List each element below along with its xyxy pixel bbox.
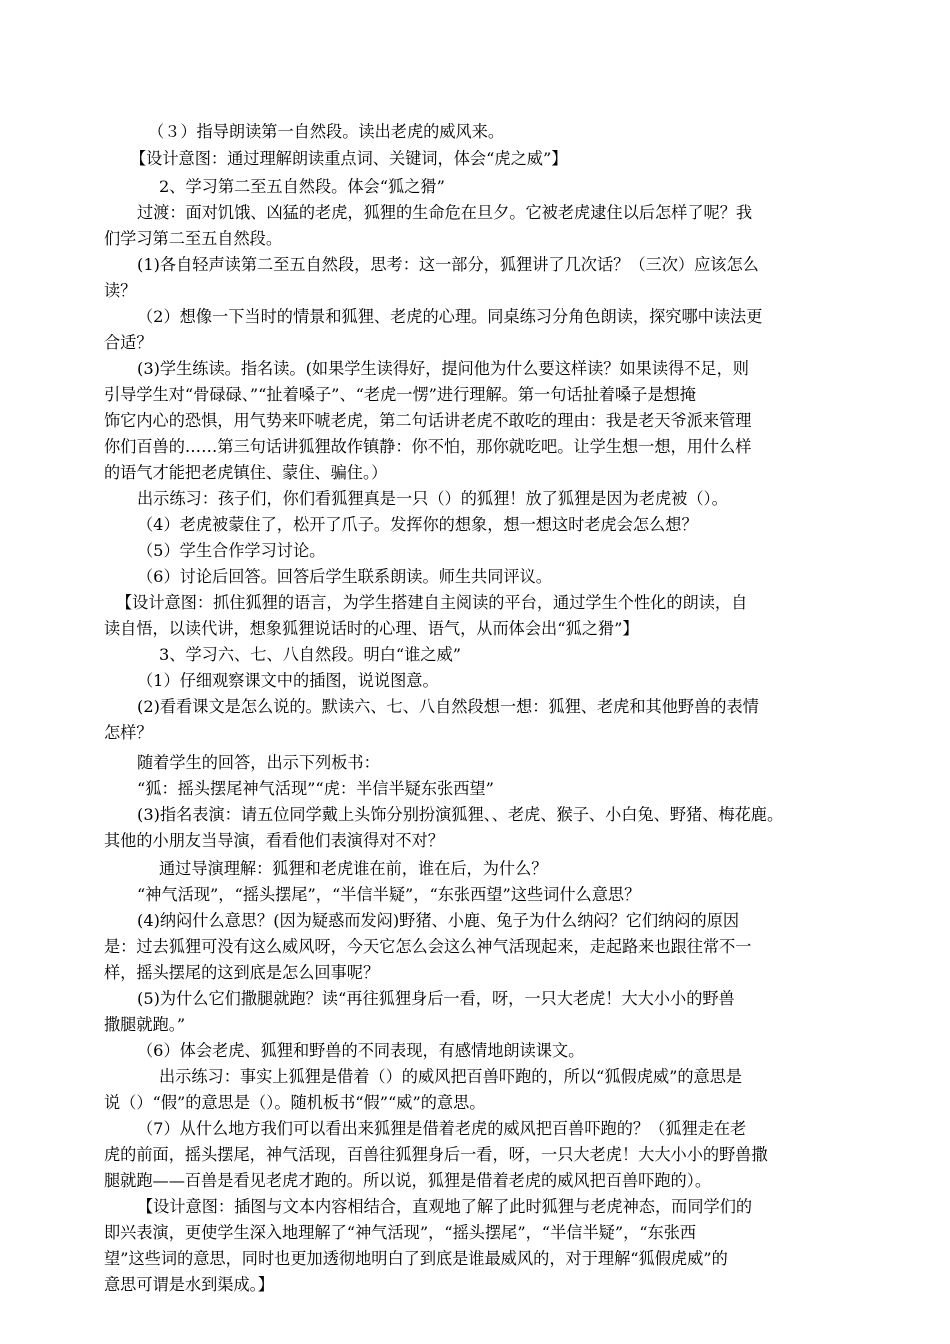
text-line: (5)为什么它们撒腿就跑？读“再往狐狸身后一看，呀，一只大老虎！大大小小的野兽	[137, 989, 735, 1008]
text-line: (2)看看课文是怎么说的。默读六、七、八自然段想一想：狐狸、老虎和其他野兽的表情	[137, 697, 759, 716]
text-line: 其他的小朋友当导演，看看他们表演得对不对？	[104, 831, 444, 850]
design-intent-line: 【设计意图：通过理解朗读重点词、关键词，体会“虎之威”】	[130, 149, 568, 168]
text-line: 撒腿就跑。”	[104, 1015, 186, 1034]
text-line: （6）讨论后回答。回答后学生联系朗读。师生共同评议。	[137, 567, 552, 586]
text-line: 合适？	[104, 333, 153, 352]
text-line: （1）仔细观察课文中的插图，说说图意。	[137, 671, 439, 690]
text-line: （6）体会老虎、狐狸和野兽的不同表现，有感情地朗读课文。	[137, 1041, 585, 1060]
text-line: 们学习第二至五自然段。	[104, 229, 283, 248]
design-intent-line: 望”这些词的意思，同时也更加透彻地明白了到底是谁最威风的，对于理解“狐假虎威”的	[104, 1249, 728, 1268]
exercise-line: 说（）“假”的意思是（）。随机板书“假”“威”的意思。	[104, 1093, 486, 1112]
text-line: 是：过去狐狸可没有这么威风呀，今天它怎么会这么神气活现起来，走起路来也跟往常不一	[104, 937, 752, 956]
text-line: 过渡：面对饥饿、凶猛的老虎，狐狸的生命危在旦夕。它被老虎逮住以后怎样了呢？我	[137, 203, 753, 222]
text-line: 怎样？	[104, 723, 153, 742]
text-line: 随着学生的回答，出示下列板书：	[137, 753, 380, 772]
text-line: 腿就跑——百兽是看见老虎才跑的。所以说，狐狸是借着老虎的威风把百兽吓跑的）。	[104, 1171, 712, 1190]
text-line: （5）学生合作学习讨论。	[137, 541, 326, 560]
text-line: 样，摇头摆尾的这到底是怎么回事呢？	[104, 963, 380, 982]
text-line: 引导学生对“骨碌碌、”“扯着嗓子”、“老虎一愣”进行理解。第一句话扯着嗓子是想掩	[104, 385, 696, 404]
design-intent-line: 读自悟，以读代讲，想象狐狸说话时的心理、语气，从而体会出“狐之猾”】	[104, 619, 639, 638]
design-intent-line: 意思可谓是水到渠成。】	[104, 1275, 274, 1294]
text-line: (3)指名表演：请五位同学戴上头饰分别扮演狐狸、、老虎、猴子、小白兔、野猪、梅花鹿。	[137, 805, 784, 824]
section-heading: 2、学习第二至五自然段。体会“狐之猾”	[159, 177, 445, 196]
exercise-line: 出示练习：孩子们，你们看狐狸真是一只（）的狐狸！放了狐狸是因为老虎被（）。	[137, 489, 728, 508]
text-line: 读？	[104, 281, 137, 300]
text-line: 饰它内心的恐惧，用气势来吓唬老虎，第二句话讲老虎不敢吃的理由：我是老天爷派来管理	[104, 411, 752, 430]
text-line: 你们百兽的……第三句话讲狐狸故作镇静：你不怕，那你就吃吧。让学生想一想，用什么样	[104, 437, 752, 456]
text-line: “神气活现”，“摇头摆尾”，“半信半疑”，“东张西望”这些词什么意思？	[137, 885, 641, 904]
board-writing-line: “狐：摇头摆尾神气活现”“虎：半信半疑东张西望”	[137, 779, 494, 798]
text-line: （7）从什么地方我们可以看出来狐狸是借着老虎的威风把百兽吓跑的？（狐狸走在老	[137, 1119, 747, 1138]
text-line: (3)学生练读。指名读。(如果学生读得好，提问他为什么要这样读？如果读得不足，则	[137, 359, 749, 378]
design-intent-line: 【设计意图：插图与文本内容相结合，直观地了解了此时狐狸与老虎神态，而同学们的	[137, 1197, 753, 1216]
exercise-line: 出示练习：事实上狐狸是借着（）的威风把百兽吓跑的，所以“狐假虎威”的意思是	[159, 1067, 743, 1086]
text-line: （2）想像一下当时的情景和狐狸、老虎的心理。同桌练习分角色朗读，探究哪中读法更	[137, 307, 763, 326]
text-line: （３）指导朗读第一自然段。读出老虎的威风来。	[148, 122, 505, 141]
text-line: （4）老虎被蒙住了，松开了爪子。发挥你的想象，想一想这时老虎会怎么想？	[137, 515, 698, 534]
design-intent-line: 【设计意图：抓住狐狸的语言，为学生搭建自主阅读的平台，通过学生个性化的朗读，自	[116, 593, 748, 612]
text-line: (4)纳闷什么意思？(因为疑惑而发闷)野猪、小鹿、兔子为什么纳闷？它们纳闷的原因	[137, 911, 740, 930]
design-intent-line: 即兴表演，更使学生深入地理解了“神气活现”，“摇头摆尾”，“半信半疑”，“东张西	[104, 1223, 697, 1242]
text-line: 虎的前面，摇头摆尾，神气活现，百兽往狐狸身后一看，呀，一只大老虎！大大小小的野兽撒	[104, 1145, 768, 1164]
text-line: 通过导演理解：狐狸和老虎谁在前，谁在后，为什么？	[159, 859, 548, 878]
text-line: (1)各自轻声读第二至五自然段，思考：这一部分，狐狸讲了几次话？（三次）应该怎么	[137, 255, 759, 274]
text-line: 的语气才能把老虎镇住、蒙住、骗住。）	[104, 463, 388, 482]
section-heading: 3、学习六、七、八自然段。明白“谁之威”	[159, 645, 462, 664]
